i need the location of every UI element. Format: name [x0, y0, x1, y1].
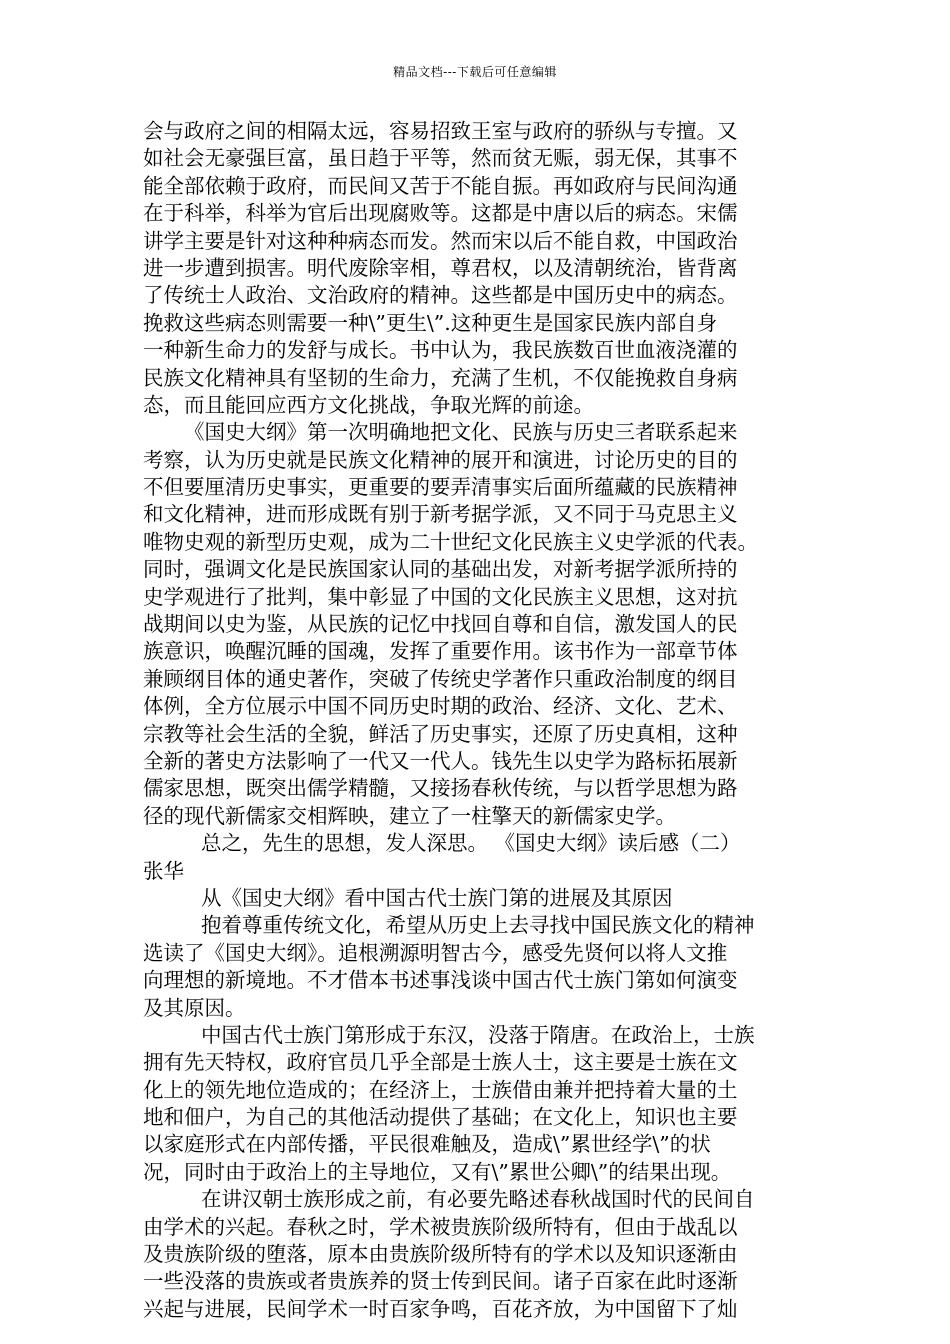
- text-line: 宗教等社会生活的全貌，鲜活了历史事实，还原了历史真相，这种: [143, 721, 738, 746]
- text-line: 以家庭形式在内部传播，平民很难触及，造成\”累世经学\”的状: [143, 1132, 711, 1157]
- text-line: 由学术的兴起。春秋之时，学术被贵族阶级所特有，但由于战乱以: [143, 1214, 738, 1239]
- text-line: 如社会无豪强巨富，虽日趋于平等，然而贫无赈，弱无保，其事不: [143, 146, 738, 171]
- text-line: 会与政府之间的相隔太远，容易招致王室与政府的骄纵与专擅。又: [143, 119, 738, 143]
- text-line: 同时，强调文化是民族国家认同的基础出发，对新考据学派所持的: [143, 557, 738, 582]
- text-line: 讲学主要是针对这种种病态而发。然而宋以后不能自救，中国政治: [143, 228, 738, 253]
- text-line: 能全部依赖于政府，而民间又苦于不能自振。再如政府与民间沟通: [143, 173, 738, 198]
- text-line: 化上的领先地位造成的；在经济上，士族借由兼并把持着大量的土: [143, 1077, 738, 1102]
- paragraph-start-line: 总之，先生的思想，发人深思。 《国史大纲》读后感（二）: [201, 831, 741, 856]
- page-header: 精品文档---下载后可任意编辑: [393, 65, 557, 79]
- text-line: 了传统士人政治、文治政府的精神。这些都是中国历史中的病态。: [143, 283, 738, 308]
- text-line: 及其原因。: [143, 995, 246, 1020]
- paragraph-start-line: 抱着尊重传统文化，希望从历史上去寻找中国民族文化的精神: [201, 913, 755, 938]
- text-line: 史学观进行了批判，集中彰显了中国的文化民族主义思想，这对抗: [143, 584, 738, 609]
- text-line: 地和佃户，为自己的其他活动提供了基础；在文化上，知识也主要: [143, 1105, 738, 1130]
- section-title: 从《国史大纲》看中国古代士族门第的进展及其原因: [201, 885, 673, 910]
- text-line: 一种新生命力的发舒与成长。书中认为，我民族数百世血液浇灌的: [143, 338, 738, 363]
- text-line: 及贵族阶级的堕落，原本由贵族阶级所特有的学术以及知识逐渐由: [143, 1242, 738, 1267]
- text-line: 不但要厘清历史事实，更重要的要弄清事实后面所蕴藏的民族精神: [143, 475, 738, 500]
- text-line: 态，而且能回应西方文化挑战，争取光辉的前途。: [143, 392, 594, 417]
- paragraph-start-line: 《国史大纲》第一次明确地把文化、民族与历史三者联系起来: [184, 420, 738, 445]
- text-line: 挽救这些病态则需要一种\”更生\”.这种更生是国家民族内部自身: [143, 310, 718, 335]
- text-line: 全新的著史方法影响了一代又一代人。钱先生以史学为路标拓展新: [143, 748, 738, 773]
- text-line: 和文化精神，进而形成既有别于新考据学派，又不同于马克思主义: [143, 502, 738, 527]
- text-line: 况，同时由于政治上的主导地位，又有\”累世公卿\”的结果出现。: [143, 1159, 732, 1184]
- text-line: 向理想的新境地。不才借本书述事浅谈中国古代士族门第如何演变: [143, 968, 738, 993]
- text-line: 一些没落的贵族或者贵族养的贤士传到民间。诸子百家在此时逐渐: [143, 1269, 738, 1294]
- text-line: 进一步遭到损害。明代废除宰相，尊君权，以及清朝统治，皆背离: [143, 255, 738, 280]
- text-line: 拥有先天特权，政府官员几乎全部是士族人士，这主要是士族在文: [143, 1050, 738, 1075]
- text-line: 民族文化精神具有坚韧的生命力，充满了生机，不仅能挽救自身病: [143, 365, 738, 390]
- paragraph-start-line: 中国古代士族门第形成于东汉，没落于隋唐。在政治上，士族: [201, 1022, 755, 1047]
- text-line: 径的现代新儒家交相辉映，建立了一柱擎天的新儒家史学。: [143, 803, 676, 828]
- text-line: 族意识，唤醒沉睡的国魂，发挥了重要作用。该书作为一部章节体: [143, 639, 738, 664]
- text-line: 儒家思想，既突出儒学精髓，又接扬春秋传统，与以哲学思想为路: [143, 776, 738, 801]
- author-line: 张华: [143, 858, 184, 883]
- text-line: 考察，认为历史就是民族文化精神的展开和演进，讨论历史的目的: [143, 447, 738, 472]
- document-body: [143, 118, 823, 1323]
- text-line: 体例，全方位展示中国不同历史时期的政治、经济、文化、艺术、: [143, 694, 738, 719]
- text-line: 唯物史观的新型历史观，成为二十世纪文化民族主义史学派的代表。: [143, 529, 758, 554]
- text-line: 战期间以史为鉴，从民族的记忆中找回自尊和自信，激发国人的民: [143, 612, 738, 637]
- text-line: 兼顾纲目体的通史著作，突破了传统史学著作只重政治制度的纲目: [143, 666, 738, 691]
- text-line: 在于科举，科举为官后出现腐败等。这都是中唐以后的病态。宋儒: [143, 201, 738, 226]
- text-line: 选读了《国史大纲》。追根溯源明智古今，感受先贤何以将人文推: [143, 940, 728, 965]
- text-line: 兴起与进展，民间学术一时百家争鸣，百花齐放，为中国留下了灿: [143, 1296, 738, 1321]
- paragraph-start-line: 在讲汉朝士族形成之前，有必要先略述春秋战国时代的民间自: [201, 1187, 755, 1212]
